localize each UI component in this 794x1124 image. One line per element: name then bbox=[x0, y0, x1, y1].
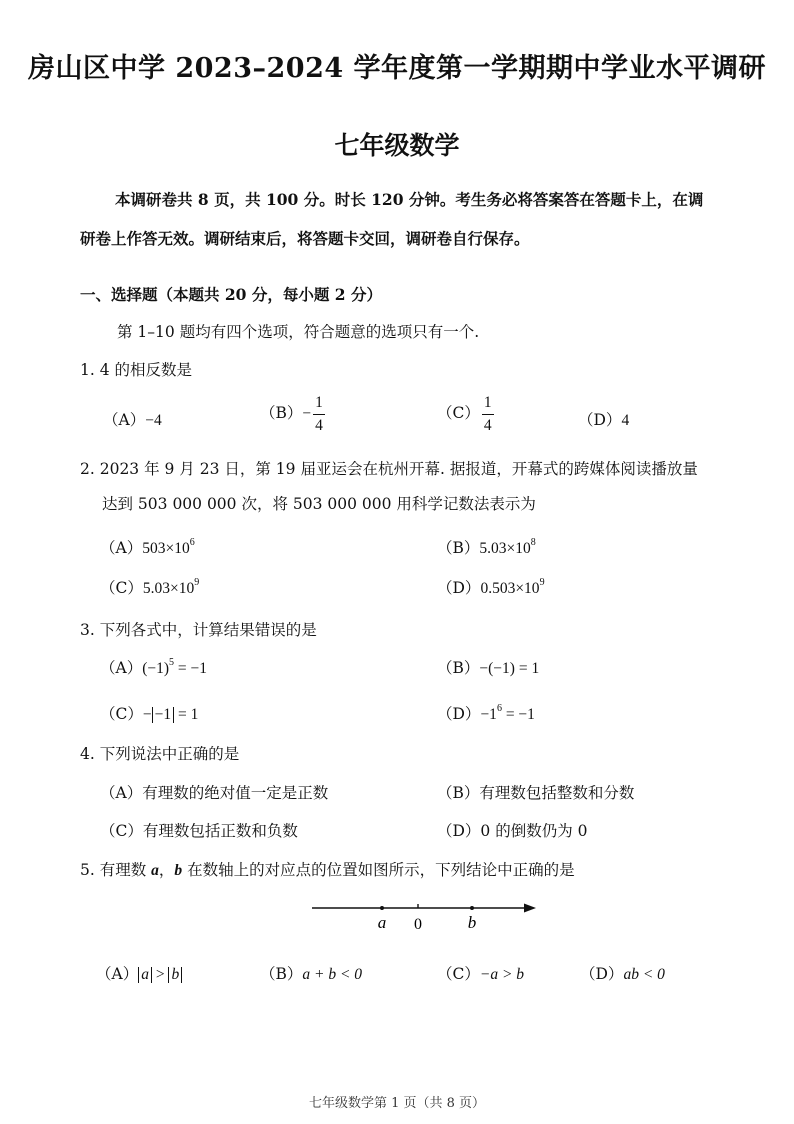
q4-stem: 4. 下列说法中正确的是 bbox=[80, 745, 240, 763]
q2-c-exponent: 9 bbox=[194, 577, 200, 588]
intro-line-1: 本调研卷共 8 页，共 100 分。时长 120 分钟。考生务必将答案答在答题卡上，在调 bbox=[115, 190, 704, 209]
q2-option-a bbox=[100, 536, 195, 558]
q4-option-b: （B）有理数包括整数和分数 bbox=[437, 784, 635, 802]
q2-a-base: 503×10 bbox=[142, 540, 190, 557]
q5-stem-pre: 5. 有理数 bbox=[80, 861, 152, 879]
q3-d-base: −1 bbox=[480, 706, 497, 723]
q4-option-a: （A）有理数的绝对值一定是正数 bbox=[100, 784, 329, 802]
exam-title: 房山区中学 2023–2024 学年度第一学期期中学业水平调研 bbox=[27, 53, 767, 84]
q5-option-b bbox=[260, 962, 362, 984]
axis-label-a: a bbox=[377, 913, 387, 932]
q5-a-left: a bbox=[138, 967, 152, 983]
q1-b-fraction bbox=[313, 395, 325, 433]
q1-d-label: （D） bbox=[578, 411, 622, 429]
q2-stem-2: 达到 503 000 000 次，将 503 000 000 用科学记数法表示为 bbox=[102, 495, 536, 513]
q1-c-fraction bbox=[482, 395, 494, 433]
q5-c-value: −a > b bbox=[479, 966, 525, 983]
q3-d-exponent: 6 bbox=[496, 703, 502, 714]
q3-a-rest: = −1 bbox=[174, 660, 208, 677]
q1-d-value: 4 bbox=[621, 412, 630, 429]
q5-a-op: > bbox=[151, 966, 169, 983]
q1-a-label: （A） bbox=[103, 411, 146, 429]
q1-c-denominator: 4 bbox=[483, 416, 492, 434]
q2-option-b bbox=[437, 536, 536, 558]
q1-a-value: −4 bbox=[145, 412, 162, 429]
q5-option-c bbox=[437, 962, 524, 984]
q3-d-label: （D） bbox=[437, 705, 481, 723]
q2-d-exponent: 9 bbox=[539, 577, 545, 588]
q2-a-exponent: 6 bbox=[189, 537, 195, 548]
q3-b-label: （B） bbox=[437, 659, 480, 677]
q2-d-base: 0.503×10 bbox=[480, 580, 540, 597]
number-line-arrow bbox=[524, 904, 536, 913]
q3-b-value: −(−1) = 1 bbox=[479, 660, 540, 677]
q3-a-base: (−1) bbox=[142, 660, 170, 677]
q1-option-c bbox=[437, 395, 494, 433]
q3-a-label: （A） bbox=[100, 659, 143, 677]
q3-stem: 3. 下列各式中，计算结果错误的是 bbox=[80, 621, 317, 639]
q2-c-label: （C） bbox=[100, 579, 143, 597]
q2-stem-1: 2. 2023 年 9 月 23 日，第 19 届亚运会在杭州开幕. 据报道，开幕式的跨媒体阅读播放量 bbox=[80, 460, 698, 478]
axis-label-0: 0 bbox=[414, 916, 422, 933]
exam-subtitle: 七年级数学 bbox=[334, 131, 460, 160]
q3-d-rest: = −1 bbox=[501, 706, 535, 723]
q2-c-base: 5.03×10 bbox=[142, 580, 195, 597]
q5-a-right: b bbox=[168, 967, 182, 983]
q5-b-value: a + b < 0 bbox=[302, 966, 363, 983]
q1-option-a bbox=[103, 408, 162, 430]
q4-option-c: （C）有理数包括正数和负数 bbox=[100, 822, 298, 840]
q3-c-absolute: −1 bbox=[152, 707, 175, 723]
q5-stem-post: 在数轴上的对应点的位置如图所示，下列结论中正确的是 bbox=[182, 861, 575, 879]
q5-a-label: （A） bbox=[96, 965, 139, 983]
q5-stem-a: a bbox=[151, 862, 159, 879]
q1-b-sign: − bbox=[302, 405, 312, 422]
q5-option-a bbox=[96, 962, 182, 984]
q3-option-a bbox=[100, 656, 207, 678]
q1-c-numerator: 1 bbox=[482, 395, 494, 415]
q5-stem-b: b bbox=[174, 862, 183, 879]
q4-option-d: （D）0 的倒数仍为 0 bbox=[437, 822, 588, 840]
q3-option-d bbox=[437, 702, 535, 724]
intro-line-2: 研卷上作答无效。调研结束后，将答题卡交回，调研卷自行保存。 bbox=[80, 229, 530, 248]
q5-b-label: （B） bbox=[260, 965, 303, 983]
q1-b-denominator: 4 bbox=[315, 416, 323, 434]
q1-b-numerator: 1 bbox=[313, 395, 325, 415]
q5-d-label: （D） bbox=[580, 965, 624, 983]
axis-label-b: b bbox=[467, 913, 477, 932]
q1-option-d bbox=[578, 408, 629, 430]
q2-d-label: （D） bbox=[437, 579, 481, 597]
q3-option-b bbox=[437, 656, 539, 678]
q2-option-d bbox=[437, 576, 545, 598]
q5-c-label: （C） bbox=[437, 965, 480, 983]
q2-a-label: （A） bbox=[100, 539, 143, 557]
q5-stem bbox=[80, 858, 575, 880]
q3-a-exponent: 5 bbox=[169, 657, 175, 668]
section-note: 第 1–10 题均有四个选项，符合题意的选项只有一个. bbox=[117, 323, 480, 341]
q2-b-exponent: 8 bbox=[530, 537, 536, 548]
q3-option-c bbox=[100, 702, 198, 724]
q3-c-prefix: − bbox=[142, 706, 152, 723]
q2-b-base: 5.03×10 bbox=[479, 540, 531, 557]
q1-option-b bbox=[260, 395, 325, 433]
q2-option-c bbox=[100, 576, 199, 598]
q1-b-label: （B） bbox=[260, 404, 303, 422]
q5-stem-comma: ， bbox=[158, 861, 175, 879]
point-b-marker bbox=[470, 906, 474, 910]
q3-c-rest: = 1 bbox=[174, 706, 199, 723]
section-heading: 一、选择题（本题共 20 分，每小题 2 分） bbox=[80, 285, 382, 304]
q1-stem: 1. 4 的相反数是 bbox=[80, 361, 193, 379]
point-a-marker bbox=[380, 906, 384, 910]
page-footer: 七年级数学第 1 页（共 8 页） bbox=[308, 1096, 486, 1111]
q5-option-d bbox=[580, 962, 665, 984]
q5-d-value: ab < 0 bbox=[623, 966, 665, 983]
q3-c-label: （C） bbox=[100, 705, 143, 723]
q2-b-label: （B） bbox=[437, 539, 480, 557]
number-line bbox=[300, 896, 550, 936]
q1-c-label: （C） bbox=[437, 404, 480, 422]
